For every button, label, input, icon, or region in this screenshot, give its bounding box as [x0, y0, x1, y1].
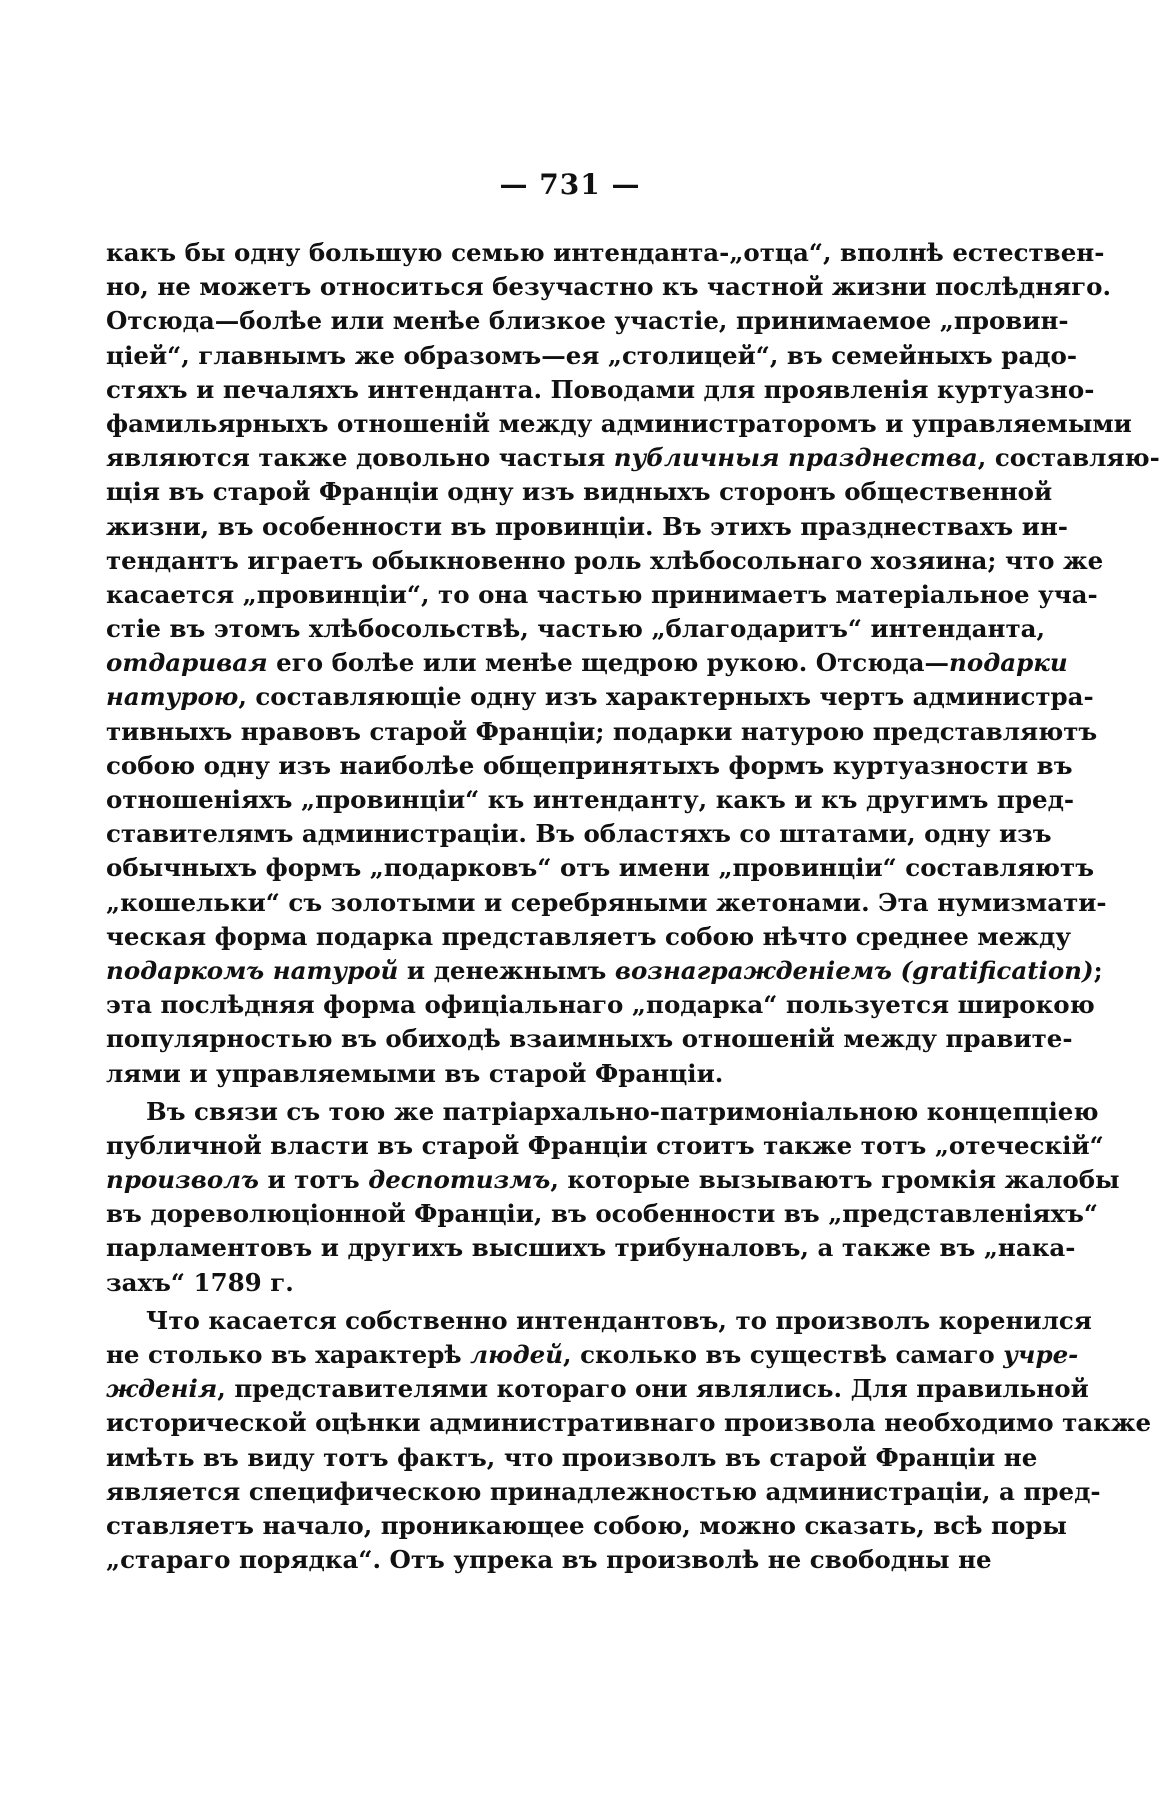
text-line	[106, 1509, 1067, 1543]
text-run: исторической оцѣнки административнаго произвола необходимо также	[106, 1408, 1152, 1438]
text-run: тивныхъ нравовъ старой Франціи; подарки натурою представляютъ	[106, 716, 1098, 746]
text-line	[106, 1022, 1073, 1056]
text-line	[106, 1475, 1101, 1509]
text-line	[106, 1266, 926, 1300]
text-run: Что касается собственно интендантовъ, то произволъ коренился	[146, 1305, 1092, 1335]
italic-text-run: учре-	[1003, 1340, 1079, 1369]
italic-text-run: деспотизмъ	[368, 1165, 551, 1195]
text-run: „стараго порядка“. Отъ упрека въ произволѣ не свободны не	[106, 1545, 992, 1575]
text-run: и тотъ	[258, 1165, 369, 1195]
text-line	[106, 612, 1046, 646]
text-run: его болѣе или менѣе щедрою рукою. Отсюда—	[267, 648, 950, 678]
text-run: имѣть въ виду тотъ фактъ, что произволъ въ старой Франціи не	[106, 1442, 1038, 1472]
body-text	[106, 236, 1160, 1577]
text-line	[106, 1543, 992, 1577]
text-line	[106, 1441, 1038, 1475]
text-run: , составляю-	[977, 443, 1160, 473]
text-line	[106, 373, 1095, 407]
text-run: жизни, въ особенности въ провинціи. Въ этихъ празднествахъ ин-	[106, 511, 1068, 541]
text-line	[106, 988, 1095, 1022]
text-run: являются также довольно частыя	[106, 443, 614, 473]
paragraph	[106, 236, 1160, 1091]
text-run: является специфическою принадлежностью администраціи, а пред-	[106, 1476, 1101, 1506]
italic-text-run: подаркомъ натурой	[106, 955, 399, 985]
text-run: стіе въ этомъ хлѣбосольствѣ, частью „благодаритъ“ интенданта,	[106, 614, 1046, 644]
text-line	[106, 270, 1112, 304]
text-run: Въ связи съ тою же патріархально-патримоніальною концепціею	[146, 1096, 1099, 1126]
text-line	[106, 817, 1052, 851]
text-line	[106, 920, 1071, 954]
text-run: какъ бы одну большую семью интенданта-„отца“, вполнѣ естествен-	[106, 238, 1105, 267]
text-line	[106, 851, 1095, 885]
text-line	[106, 954, 1103, 988]
paragraph	[106, 1095, 1120, 1300]
text-line	[106, 1057, 926, 1091]
text-run: щія въ старой Франціи одну изъ видныхъ сторонъ общественной	[106, 477, 1053, 507]
text-run: эта послѣдняя форма офиціальнаго „подарка“ пользуется широкою	[106, 990, 1095, 1020]
text-run: , представителями котораго они являлись. Для правильной	[217, 1374, 1089, 1404]
italic-text-run: публичныя празднества	[613, 443, 978, 473]
italic-text-run: вознагражденіемъ (gratification)	[614, 955, 1094, 985]
text-run: стяхъ и печаляхъ интенданта. Поводами для проявленія куртуазно-	[106, 374, 1095, 404]
text-line	[106, 646, 1068, 680]
page-number: — 731 —	[499, 168, 641, 201]
text-run: отношеніяхъ „провинціи“ къ интенданту, какъ и къ другимъ пред-	[106, 785, 1075, 814]
text-run: но, не можетъ относиться безучастно къ частной жизни послѣдняго.	[106, 272, 1112, 302]
italic-text-run: отдаривая	[106, 648, 268, 678]
text-run: не столько въ характерѣ	[106, 1340, 471, 1369]
text-line	[106, 1406, 1152, 1440]
text-run: обычныхъ формъ „подарковъ“ отъ имени „провинціи“ составляютъ	[106, 853, 1095, 883]
text-line	[106, 510, 1068, 544]
text-run: ціей“, главнымъ же образомъ—ея „столицей“, въ семейныхъ радо-	[106, 340, 1078, 370]
text-run: въ дореволюціонной Франціи, въ особенности въ „представленіяхъ“	[106, 1199, 1098, 1229]
text-run: популярностью въ обиходѣ взаимныхъ отношеній между правите-	[106, 1024, 1073, 1054]
text-run: парламентовъ и другихъ высшихъ трибуналовъ, а также въ „нака-	[106, 1233, 1076, 1263]
text-line	[106, 886, 1107, 920]
text-line	[106, 783, 1075, 817]
text-run: , которые вызываютъ громкія жалобы	[550, 1165, 1120, 1195]
text-line	[106, 236, 1105, 270]
text-line	[106, 1095, 1099, 1129]
text-run: , составляющіе одну изъ характерныхъ чертъ администра-	[238, 682, 1094, 712]
italic-text-run: произволъ	[106, 1165, 259, 1195]
text-line	[106, 578, 1098, 612]
text-run: собою одну изъ наиболѣе общепринятыхъ формъ куртуазности въ	[106, 750, 1073, 780]
text-line	[106, 339, 1078, 373]
text-line	[106, 304, 1069, 338]
text-line	[106, 544, 1104, 578]
text-line	[106, 680, 1094, 714]
text-run: ческая форма подарка представляетъ собою нѣчто среднее между	[106, 921, 1071, 951]
italic-text-run: натурою	[106, 682, 239, 712]
italic-text-run: людей	[470, 1340, 564, 1369]
text-line	[106, 1338, 1079, 1372]
text-run: Отсюда—болѣе или менѣе близкое участіе, принимаемое „провин-	[106, 306, 1069, 336]
paragraph	[106, 1304, 1152, 1578]
text-run: ставляетъ начало, проникающее собою, можно сказать, всѣ поры	[106, 1510, 1067, 1540]
text-run: , сколько въ существѣ самаго	[563, 1340, 1004, 1369]
text-run: лями и управляемыми въ старой Франціи.	[106, 1058, 724, 1088]
text-line	[106, 1197, 1098, 1231]
text-run: и денежнымъ	[398, 955, 615, 985]
text-run: ;	[1093, 955, 1103, 985]
text-line	[106, 407, 1132, 441]
text-line	[106, 1163, 1120, 1197]
text-run: захъ“ 1789 г.	[106, 1267, 294, 1297]
text-run: касается „провинціи“, то она частью принимаетъ матеріальное уча-	[106, 579, 1098, 609]
text-run: фамильярныхъ отношеній между администраторомъ и управляемыми	[106, 408, 1132, 438]
text-line	[106, 715, 1098, 749]
text-line	[106, 441, 1160, 475]
text-line	[106, 1231, 1076, 1265]
text-line	[106, 475, 1053, 509]
text-run: ставителямъ администраціи. Въ областяхъ со штатами, одну изъ	[106, 819, 1052, 849]
text-line	[106, 1129, 1104, 1163]
text-run: тендантъ играетъ обыкновенно роль хлѣбосольнаго хозяина; что же	[106, 545, 1104, 575]
italic-text-run: подарки	[949, 648, 1068, 678]
text-line	[106, 1372, 1089, 1406]
text-run: публичной власти въ старой Франціи стоитъ также тотъ „отеческій“	[106, 1130, 1104, 1160]
text-run: „кошельки“ съ золотыми и серебряными жетонами. Эта нумизмати-	[106, 887, 1107, 917]
italic-text-run: жденія	[106, 1374, 218, 1404]
text-line	[106, 1304, 1092, 1338]
text-line	[106, 749, 1073, 783]
